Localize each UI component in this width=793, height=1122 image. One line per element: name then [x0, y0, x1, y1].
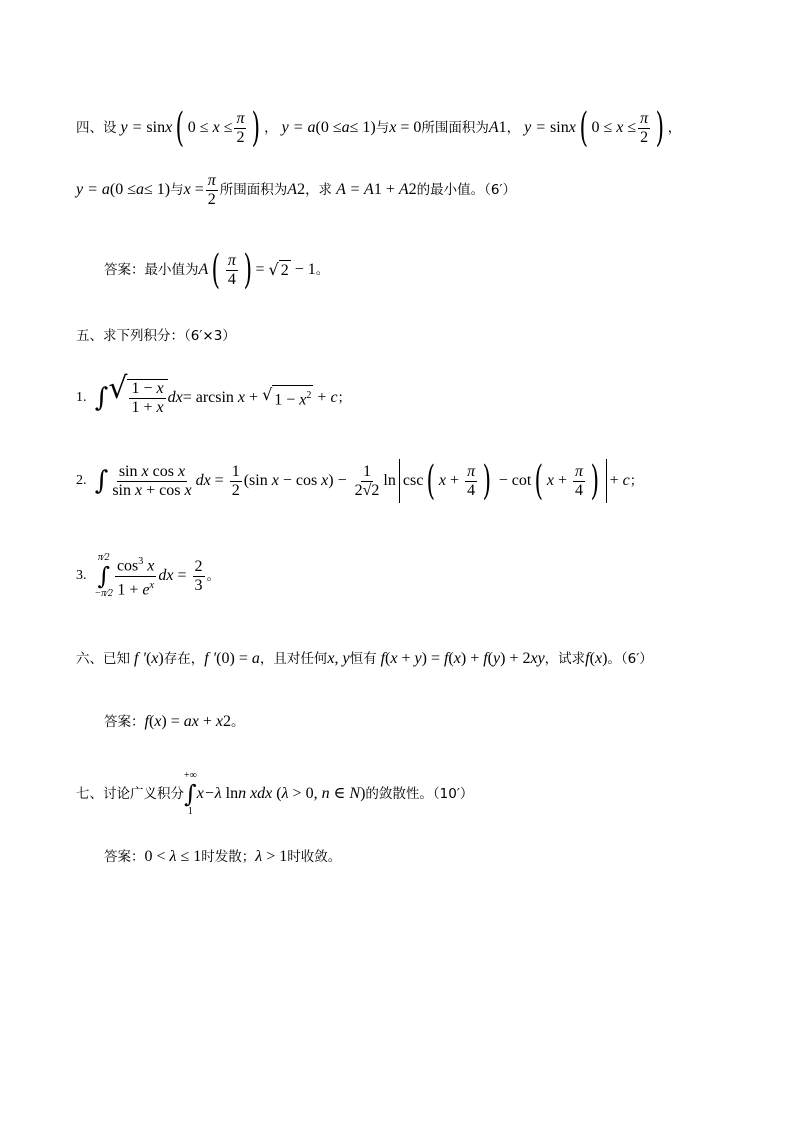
formula: dx [158, 567, 174, 584]
sub-2: 2 [408, 181, 417, 198]
answer-label: 答案： [104, 849, 145, 865]
paren-close: ) [655, 105, 665, 151]
q5-item3 [76, 546, 220, 606]
paren-open: ( [211, 247, 221, 293]
text: 与 [170, 182, 184, 198]
formula-A: A [398, 181, 409, 198]
paren-close: ) [251, 105, 261, 151]
sqrt-2: √ 2 [268, 259, 289, 279]
formula: x [154, 713, 162, 730]
comma: ， [506, 120, 521, 136]
paren-open: ( [175, 105, 185, 151]
frac: $\frac{\cos^3 x}{1 + e^x}$ [115, 553, 156, 599]
sub-1: 1 [373, 181, 382, 198]
formula-x0: x [389, 119, 397, 136]
formula: > 1 [262, 848, 288, 865]
formula: x [233, 389, 246, 406]
q7-label: 七、讨论广义积分 [76, 786, 184, 802]
text: 存在， [163, 651, 205, 667]
formula: f [144, 713, 149, 730]
formula-y-a: y = a [277, 119, 316, 136]
frac-pi-4: $\frac{\pi}{4}$ [467, 462, 476, 499]
formula-c: c [330, 389, 338, 406]
sup-2: 2 [223, 713, 231, 730]
plus: + [609, 472, 623, 489]
formula-x: x [568, 119, 576, 136]
formula-sin: sin [546, 119, 569, 136]
formula-c: c [622, 472, 630, 489]
formula: ax [183, 713, 199, 730]
formula-x: x [438, 472, 447, 489]
formula: y [493, 650, 501, 667]
plus: + [245, 389, 263, 406]
abs-bar [606, 459, 607, 503]
formula: ( [145, 650, 152, 667]
formula: f ′ [204, 650, 217, 667]
q7-answer [104, 845, 341, 869]
answer-label: 答案： [104, 714, 145, 730]
formula-eq: = [190, 181, 204, 198]
frac: $\frac{1}{2√2}$ [354, 462, 380, 499]
formula-a-range2: ≤ 1) [144, 181, 171, 198]
formula: , [334, 650, 343, 667]
item-number: 3. [76, 568, 87, 583]
text: 。 [206, 568, 221, 584]
q4-label: 四、设 [76, 120, 117, 136]
formula-a-range2: ≤ 1) [349, 119, 376, 136]
sqrt-1-x2: √ $1 - x^2$ [262, 385, 312, 409]
formula: ( [148, 713, 155, 730]
formula: x [594, 650, 603, 667]
text: 所围面积为 [219, 182, 288, 198]
text: 的敛散性。（10′） [365, 786, 474, 802]
answer-label: 答案：最小值为 [104, 262, 199, 278]
formula-csc: csc [402, 472, 424, 489]
frac-2-3: $\frac{2}{3}$ [194, 557, 203, 594]
q5-item2 [76, 458, 643, 504]
formula: ( [487, 650, 493, 667]
formula: N [349, 785, 361, 802]
formula: dx [195, 472, 211, 489]
text: 时发散； [201, 849, 256, 865]
text: 的最小值。（6′） [416, 182, 517, 198]
formula-y: y = [520, 119, 547, 136]
formula: ( [272, 785, 282, 802]
formula-y-a: y = a [76, 181, 110, 198]
plus: + [446, 472, 464, 489]
formula-range: 0 ≤ [187, 119, 209, 136]
formula: f ′ [130, 650, 146, 667]
integral-sign: ∫ [86, 383, 109, 413]
formula: ) [360, 785, 366, 802]
formula-minus1: − 1 [290, 261, 316, 278]
frac-half: $\frac{1}{2}$ [231, 462, 240, 499]
paren-open: ( [534, 458, 544, 504]
q4-line1 [76, 106, 681, 150]
formula: y = [116, 119, 143, 136]
formula-a-range: (0 ≤ [315, 119, 342, 136]
formula-x: x [165, 119, 173, 136]
formula: f [443, 650, 449, 667]
item-number: 1. [76, 390, 87, 405]
formula: ( [385, 650, 391, 667]
formula: + [198, 713, 216, 730]
formula: ) = [421, 650, 444, 667]
formula-x: x [183, 181, 191, 198]
formula-le: ≤ [223, 119, 233, 136]
formula: x [215, 713, 223, 730]
q6-label: 六、已知 [76, 651, 130, 667]
formula: f [483, 650, 488, 667]
paren-open: ( [579, 105, 588, 151]
formula: λ [169, 848, 177, 865]
formula: x [196, 785, 204, 802]
frac-pi-4: $\frac{\pi}{4}$ [227, 251, 236, 288]
sub-1: 1 [498, 119, 507, 136]
formula: ) [602, 650, 608, 667]
formula: ∈ [329, 785, 350, 802]
integral-limits: π⁄2 ∫ −π⁄2 [94, 552, 113, 599]
formula-A-sum: A = A [332, 181, 374, 198]
formula: ) + 2 [500, 650, 531, 667]
sqrt-frac: √ $\frac{1 - x}{1 + x}$ [108, 379, 167, 417]
frac: $\frac{\text{sin x cos x}}{\text{sin x + cos x}}$ [112, 462, 192, 499]
formula: n [238, 785, 247, 802]
formula: x [327, 650, 335, 667]
text: ； [629, 473, 644, 489]
formula: > 0, [288, 785, 322, 802]
sub-2: 2 [297, 181, 306, 198]
formula: x [151, 650, 159, 667]
formula-A1: A [488, 119, 499, 136]
plus: + [313, 389, 331, 406]
comma-end: ， [667, 120, 682, 136]
paren-close: ) [590, 458, 600, 504]
text: 所围面积为 [421, 120, 489, 136]
formula-A2: A [287, 181, 298, 198]
formula: + [397, 650, 415, 667]
formula-x: x [612, 119, 628, 136]
formula: ( [589, 650, 595, 667]
frac-pi-2: $\frac{\pi}{2}$ [207, 171, 216, 208]
text: 时收敛。 [287, 849, 342, 865]
q6-answer [104, 710, 245, 734]
q6-line [76, 647, 653, 671]
frac-pi-2: $\frac{\pi}{2}$ [236, 109, 245, 146]
paren-open: ( [426, 458, 436, 504]
frac-pi-4: $\frac{\pi}{4}$ [575, 462, 584, 499]
formula: f [376, 650, 386, 667]
q5-item1 [76, 371, 352, 420]
text: ，试求 [544, 651, 586, 667]
text: 恒有 [349, 651, 377, 667]
formula-x: x [208, 119, 224, 136]
paren-close: ) [482, 458, 492, 504]
formula: f [585, 650, 590, 667]
integral-limits: +∞ ∫ 1 [184, 770, 197, 817]
formula-a: a [341, 119, 350, 136]
formula: x [453, 650, 461, 667]
formula: ) = [161, 713, 184, 730]
formula-x: x [546, 472, 554, 489]
paren-close: ) [243, 247, 253, 293]
text: 。 [315, 262, 330, 278]
formula: = arcsin [182, 389, 234, 406]
text: 。 [231, 714, 245, 730]
formula: λ [255, 848, 263, 865]
q4-answer [104, 248, 329, 292]
frac-pi-2: $\frac{\pi}{2}$ [640, 109, 649, 146]
formula: 0 < [144, 848, 170, 865]
integral-sign: ∫ [86, 466, 109, 496]
q7-line [76, 768, 473, 820]
formula-A: A [198, 261, 209, 278]
text: ，且对任何 [259, 651, 328, 667]
text: ； [337, 390, 352, 406]
plus: + [553, 472, 572, 489]
formula: (sin x − cos x) − [243, 472, 351, 489]
formula-ln: ln [383, 472, 396, 489]
formula: dx [167, 389, 183, 406]
formula-range: 0 ≤ [591, 119, 613, 136]
formula-a: a [136, 181, 145, 198]
formula: x [390, 650, 398, 667]
q4-line2 [76, 168, 516, 212]
formula: y [414, 650, 422, 667]
formula: n [321, 785, 330, 802]
formula: xy [530, 650, 545, 667]
formula: a [251, 650, 260, 667]
formula-eq: = [255, 261, 269, 278]
formula-eq: = [173, 567, 191, 584]
formula-le: ≤ [627, 119, 637, 136]
formula-sin: sin [142, 119, 166, 136]
formula-a-range: (0 ≤ [109, 181, 137, 198]
formula: y [342, 650, 350, 667]
frac: $\frac{1 - x}{1 + x}$ [131, 380, 164, 416]
formula: ( [448, 650, 454, 667]
formula-cot: − cot [494, 472, 532, 489]
text: ，求 [305, 182, 333, 198]
text: 。（6′） [607, 651, 653, 667]
item-number: 2. [76, 473, 87, 488]
plus: + [381, 181, 399, 198]
formula-eq: = [210, 472, 228, 489]
formula: ≤ 1 [176, 848, 202, 865]
text: 与 [375, 120, 390, 136]
formula: ) + [460, 650, 484, 667]
formula: xdx [246, 785, 273, 802]
formula: −λ [203, 785, 222, 802]
formula: λ [281, 785, 289, 802]
formula-eq0: = 0 [396, 119, 422, 136]
formula: ln [221, 785, 239, 802]
formula: (0) = [216, 650, 252, 667]
formula: ) [158, 650, 164, 667]
q5-title: 五、求下列积分：（6′×3） [76, 328, 236, 344]
comma: ， [264, 120, 278, 136]
abs-bar [399, 459, 400, 503]
